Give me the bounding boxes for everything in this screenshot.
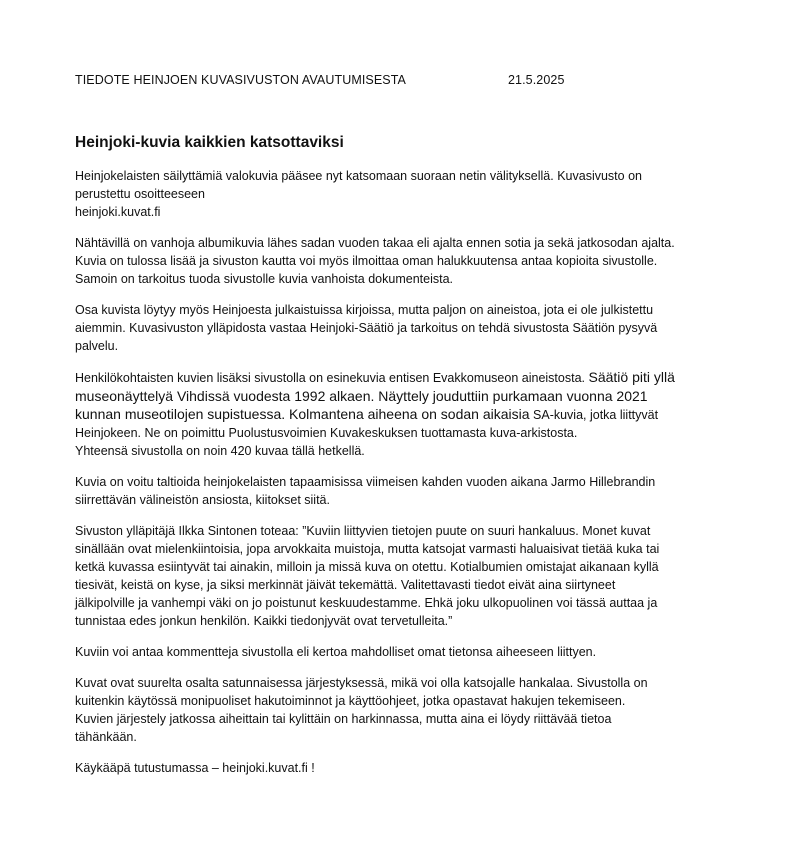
- paragraph-line: ketkä kuvassa esiintyvät tai ainakin, milloin ja missä kuva on otettu. Kotialbumien omistajat aikanaan kyllä: [75, 560, 659, 574]
- paragraph-line: siirrettävän välineistön ansiosta, kiitokset siitä.: [75, 493, 330, 507]
- paragraph-books: [75, 301, 715, 355]
- paragraph-line: Käykääpä tutustumassa – heinjoki.kuvat.fi !: [75, 761, 315, 775]
- paragraph-line: [75, 405, 715, 424]
- paragraph-line: Yhteensä sivustolla on noin 420 kuvaa tällä hetkellä.: [75, 444, 365, 458]
- paragraph-line: Kuviin voi antaa kommentteja sivustolla eli kertoa mahdolliset omat tietonsa aiheeseen liittyen.: [75, 645, 597, 659]
- paragraph-closing: [75, 759, 715, 777]
- paragraph-line: tunnistaa edes jonkun henkilön. Kaikki tiedonjyvät ovat tervetulleita.”: [75, 614, 453, 628]
- paragraph-comments: [75, 643, 715, 661]
- paragraph-ordering: [75, 674, 715, 746]
- paragraph-line: Heinjokelaisten säilyttämiä valokuvia pääsee nyt katsomaan suoraan netin välityksellä. Kuvasivusto on: [75, 169, 642, 183]
- paragraph-line: Kuvia on tulossa lisää ja sivuston kautta voi myös ilmoittaa oman halukkuutensa antaa kopioita sivustolle.: [75, 254, 658, 268]
- paragraph-intro: [75, 167, 715, 221]
- body-text: [75, 167, 715, 790]
- paragraph-line: tähänkään.: [75, 730, 137, 744]
- paragraph-line: tiesivät, keistä on kyse, ja siksi merkinnät jäivät tekemättä. Valitettavasti tiedot eivät aina siirtyneet: [75, 578, 616, 592]
- paragraph-line: Sivuston ylläpitäjä Ilkka Sintonen toteaa: ”Kuviin liittyvien tietojen puute on suuri hankaluus. Monet kuvat: [75, 524, 651, 538]
- paragraph-thanks: [75, 473, 715, 509]
- paragraph-text: kunnan museotilojen supistuessa. Kolmantena aiheena on sodan aikaisia: [75, 406, 530, 422]
- headline: Heinjoki-kuvia kaikkien katsottaviksi: [75, 134, 344, 151]
- paragraph-line: kuitenkin käytössä monipuoliset hakutoiminnot ja käyttöohjeet, jotka opastavat hakujen tekemiseen.: [75, 694, 626, 708]
- paragraph-line: sinällään ovat mielenkiintoisia, jopa arvokkaita muistoja, mutta katsojat varmasti haluaisivat tietää kuka tai: [75, 542, 660, 556]
- paragraph-museum: [75, 368, 715, 460]
- paragraph-line: Nähtävillä on vanhoja albumikuvia lähes sadan vuoden takaa eli ajalta ennen sotia ja sekä jatkosodan ajalta.: [75, 236, 675, 250]
- paragraph-line: museonäyttelyä Vihdissä vuodesta 1992 alkaen. Näyttely jouduttiin purkamaan vuonna 2021: [75, 388, 648, 404]
- paragraph-quote: [75, 522, 715, 630]
- paragraph-text: Säätiö piti yllä: [588, 369, 675, 385]
- paragraph-line: jälkipolville ja vanhempi väki on jo poistunut keskuudestamme. Ehkä joku ulkopuolinen voi tässä auttaa ja: [75, 596, 658, 610]
- paragraph-line: Samoin on tarkoitus tuoda sivustolle kuvia vanhoista dokumenteista.: [75, 272, 453, 286]
- paragraph-album-photos: [75, 234, 715, 288]
- paragraph-line: Kuvat ovat suurelta osalta satunnaisessa järjestyksessä, mikä voi olla katsojalle hankalaa. Sivustolla on: [75, 676, 648, 690]
- paragraph-line: Osa kuvista löytyy myös Heinjoesta julkaistuissa kirjoissa, mutta paljon on aineistoa, jota ei ole julkistettu: [75, 303, 654, 317]
- paragraph-text: Henkilökohtaisten kuvien lisäksi sivustolla on esinekuvia entisen Evakkomuseon aineistosta.: [75, 371, 585, 385]
- paragraph-line: [75, 368, 715, 387]
- website-address: heinjoki.kuvat.fi: [75, 205, 161, 219]
- paragraph-text: SA-kuvia, jotka liittyvät: [533, 408, 659, 422]
- paragraph-line: Heinjokeen. Ne on poimittu Puolustusvoimien Kuvakeskuksen tuottamasta kuva-arkistosta.: [75, 426, 578, 440]
- paragraph-line: perustettu osoitteeseen: [75, 187, 205, 201]
- paragraph-line: Kuvia on voitu taltioida heinjokelaisten tapaamisissa viimeisen kahden vuoden aikana Jarmo Hillebrandin: [75, 475, 656, 489]
- paragraph-line: palvelu.: [75, 339, 119, 353]
- header-title: TIEDOTE HEINJOEN KUVASIVUSTON AVAUTUMISESTA: [75, 73, 406, 87]
- header-date: 21.5.2025: [508, 73, 565, 87]
- paragraph-line: aiemmin. Kuvasivuston ylläpidosta vastaa Heinjoki-Säätiö ja tarkoitus on tehdä sivustosta Säätiön pysyvä: [75, 321, 658, 335]
- paragraph-line: Kuvien järjestely jatkossa aiheittain tai kylittäin on harkinnassa, mutta aina ei löydy riittävää tietoa: [75, 712, 612, 726]
